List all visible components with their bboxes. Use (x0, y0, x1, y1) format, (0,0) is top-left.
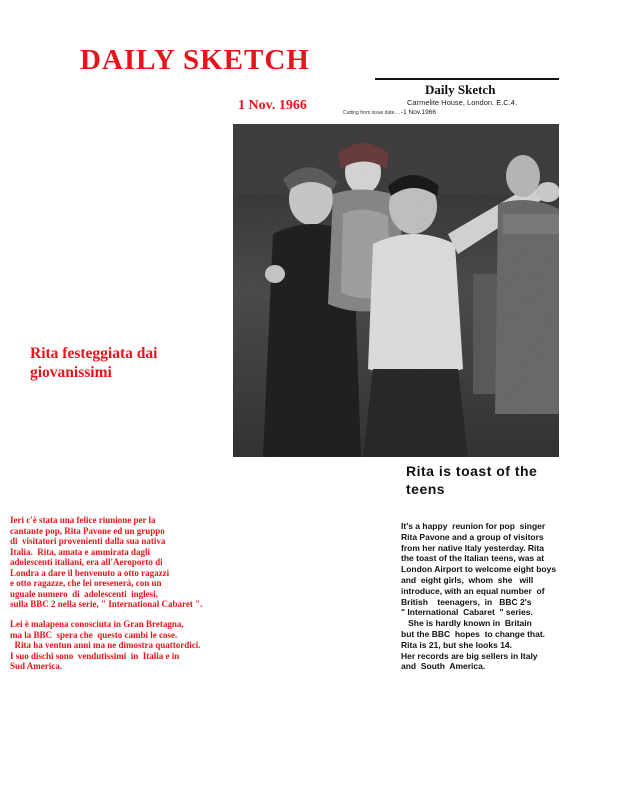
news-photo (233, 124, 559, 457)
newspaper-title: DAILY SKETCH (80, 44, 310, 76)
clipping-address: Carmelite House, London. E.C.4. (407, 98, 518, 107)
clipping-cutting-label: Cutting from issue date.... (343, 110, 400, 116)
italian-paragraph-1: Ieri c'è stata una felice riunione per la cantante pop, Rita Pavone ed un gruppo di visitatori provenienti dalla sua nativa Italia. Rita, amata e ammirata dagli adolescenti italiani, era all'Aeroporto di Londra a dare il benvenuto a otto ragazzi e otto ragazze, che lei oresenerà, con un uguale numero di adolescenti inglesi, sulla BBC 2 nella serie, " International Cabaret ". (10, 515, 203, 609)
clipping-header-rule (375, 78, 559, 80)
italian-headline: Rita festeggiata dai giovanissimi (30, 345, 158, 381)
clipping-date: -1 Nov.1966 (401, 109, 436, 116)
news-photo-image (233, 124, 559, 457)
clipping-paper-name: Daily Sketch (425, 82, 496, 97)
publication-date: 1 Nov. 1966 (238, 98, 307, 113)
english-headline: Rita is toast of the teens (406, 463, 538, 497)
english-article-body: It's a happy reunion for pop singer Rita Pavone and a group of visitors from her native Italy yesterday. Rita the toast of the Italian teens, was at London Airport to welcome eight boys and eight girls, whom she will introduce, with an equal number of British teenagers, in BBC 2's " International Cabaret " series. She is hardly known in Britain but the BBC hopes to change that. Rita is 21, but she looks 14. Her records are big sellers in Italy and South America. (401, 521, 557, 672)
italian-paragraph-2: Lei è malapena conosciuta in Gran Bretagna, ma la BBC spera che questo cambi le cose. Rita ha ventun anni ma ne dimostra quattordici. I suo dischi sono vendutissimi in Italia e in Sud America. (10, 619, 201, 671)
